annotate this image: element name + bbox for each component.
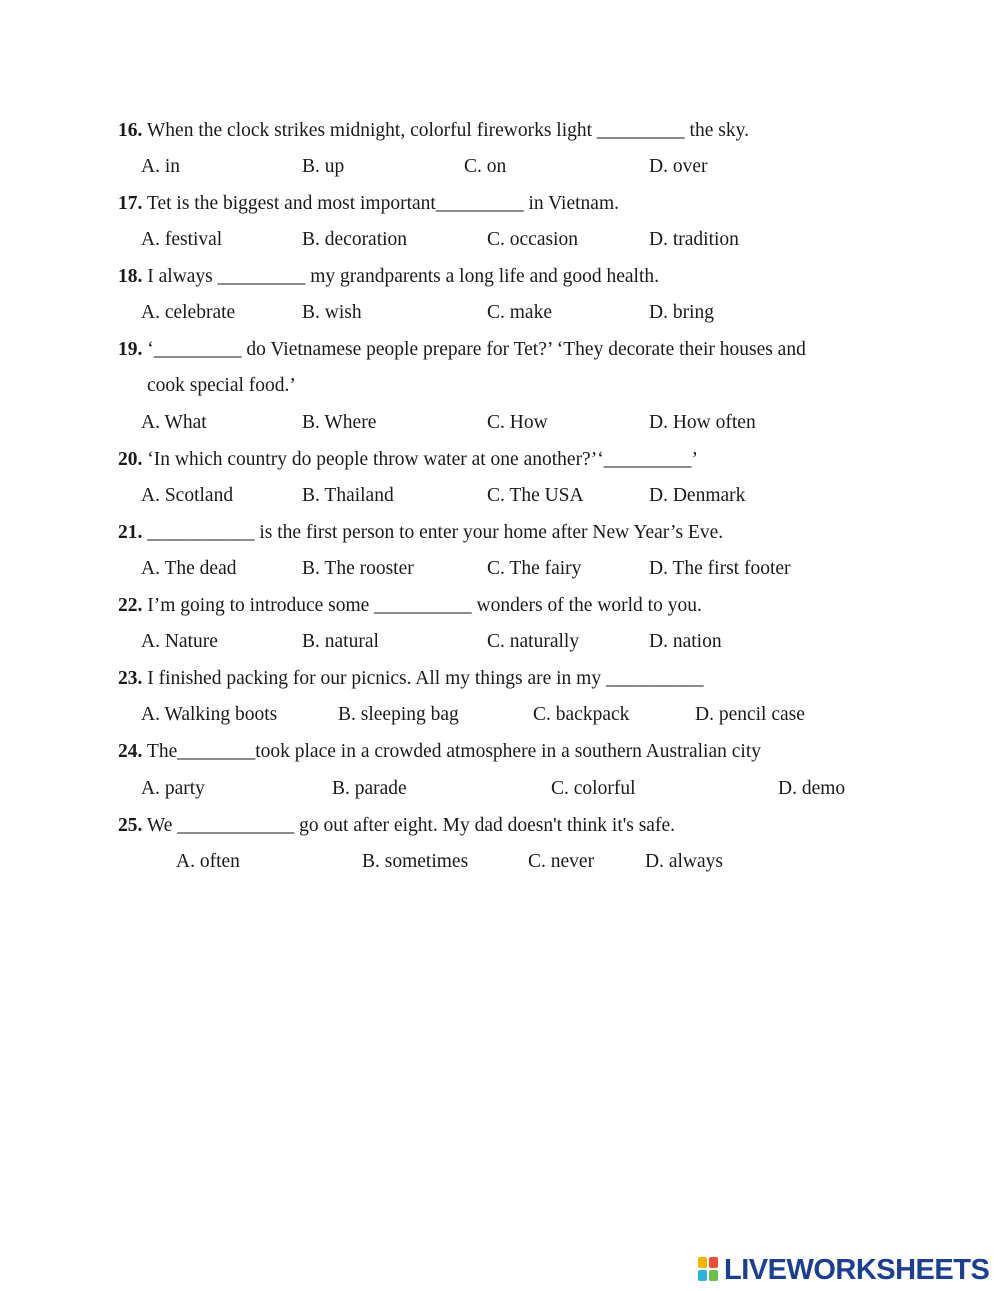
option-c: C. never xyxy=(528,851,595,872)
question-number: 21. xyxy=(118,522,143,543)
question-24 xyxy=(118,742,761,762)
question-text: ‘_________ do Vietnamese people prepare for Tet?’ ‘They decorate their houses and xyxy=(147,339,806,360)
question-25 xyxy=(118,816,675,836)
option-c: C. naturally xyxy=(487,631,580,652)
option-d: D. always xyxy=(645,851,723,872)
logo-block xyxy=(698,1270,707,1281)
option-d: D. demo xyxy=(778,778,846,799)
option-a: A. often xyxy=(176,851,240,872)
question-number: 25. xyxy=(118,815,143,836)
option-a: A. party xyxy=(141,778,205,799)
question-17 xyxy=(118,194,619,214)
option-c: C. backpack xyxy=(533,704,630,725)
option-b: B. sleeping bag xyxy=(338,704,459,725)
option-c: C. The USA xyxy=(487,485,584,506)
logo-block xyxy=(698,1257,707,1268)
logo-blocks-icon xyxy=(698,1257,720,1283)
question-text: When the clock strikes midnight, colorful fireworks light _________ the sky. xyxy=(146,120,749,141)
question-number: 24. xyxy=(118,741,143,762)
option-b: B. Where xyxy=(302,412,377,433)
question-number: 19. xyxy=(118,339,143,360)
option-b: B. Thailand xyxy=(302,485,394,506)
question-19 xyxy=(118,340,806,360)
option-a: A. celebrate xyxy=(141,302,236,323)
question-number: 22. xyxy=(118,595,143,616)
option-d: D. How often xyxy=(649,412,756,433)
option-c: C. colorful xyxy=(551,778,636,799)
option-a: A. The dead xyxy=(141,558,237,579)
question-number: 16. xyxy=(118,120,143,141)
option-a: A. Scotland xyxy=(141,485,234,506)
question-text: We ____________ go out after eight. My dad doesn't think it's safe. xyxy=(146,815,675,836)
option-c: C. occasion xyxy=(487,229,578,250)
question-text: I finished packing for our picnics. All my things are in my __________ xyxy=(147,668,704,689)
option-a: A. Nature xyxy=(141,631,218,652)
question-number: 23. xyxy=(118,668,143,689)
option-d: D. bring xyxy=(649,302,714,323)
question-16 xyxy=(118,121,749,141)
option-b: B. wish xyxy=(302,302,362,323)
logo-block xyxy=(709,1257,718,1268)
question-18 xyxy=(118,267,659,287)
question-text: I always _________ my grandparents a long life and good health. xyxy=(147,266,660,287)
option-a: A. in xyxy=(141,156,180,177)
question-number: 17. xyxy=(118,193,143,214)
option-c: C. How xyxy=(487,412,548,433)
question-text-continued: cook special food.’ xyxy=(147,375,296,396)
option-b: B. sometimes xyxy=(362,851,469,872)
option-d: D. Denmark xyxy=(649,485,746,506)
logo-text: LIVEWORKSHEETS xyxy=(724,1253,990,1286)
logo-block xyxy=(709,1270,718,1281)
option-b: B. parade xyxy=(332,778,407,799)
option-b: B. up xyxy=(302,156,345,177)
question-21 xyxy=(118,523,723,543)
option-d: D. pencil case xyxy=(695,704,805,725)
option-d: D. tradition xyxy=(649,229,739,250)
question-text: The________took place in a crowded atmosphere in a southern Australian city xyxy=(146,741,761,762)
option-d: D. nation xyxy=(649,631,722,652)
question-text: ___________ is the first person to enter your home after New Year’s Eve. xyxy=(147,522,724,543)
question-number: 20. xyxy=(118,449,143,470)
option-b: B. natural xyxy=(302,631,379,652)
question-text: I’m going to introduce some __________ wonders of the world to you. xyxy=(147,595,702,616)
option-a: A. festival xyxy=(141,229,223,250)
question-text: Tet is the biggest and most important_________ in Vietnam. xyxy=(146,193,620,214)
question-22 xyxy=(118,596,702,616)
option-d: D. over xyxy=(649,156,708,177)
option-d: D. The first footer xyxy=(649,558,791,579)
option-a: A. Walking boots xyxy=(141,704,278,725)
option-b: B. The rooster xyxy=(302,558,414,579)
option-b: B. decoration xyxy=(302,229,408,250)
question-text: ‘In which country do people throw water at one another?’‘_________’ xyxy=(147,449,698,470)
option-c: C. make xyxy=(487,302,552,323)
option-c: C. The fairy xyxy=(487,558,582,579)
option-a: A. What xyxy=(141,412,207,433)
option-c: C. on xyxy=(464,156,507,177)
question-23 xyxy=(118,669,703,689)
liveworksheets-logo xyxy=(698,1255,989,1285)
question-number: 18. xyxy=(118,266,143,287)
question-20 xyxy=(118,450,698,470)
